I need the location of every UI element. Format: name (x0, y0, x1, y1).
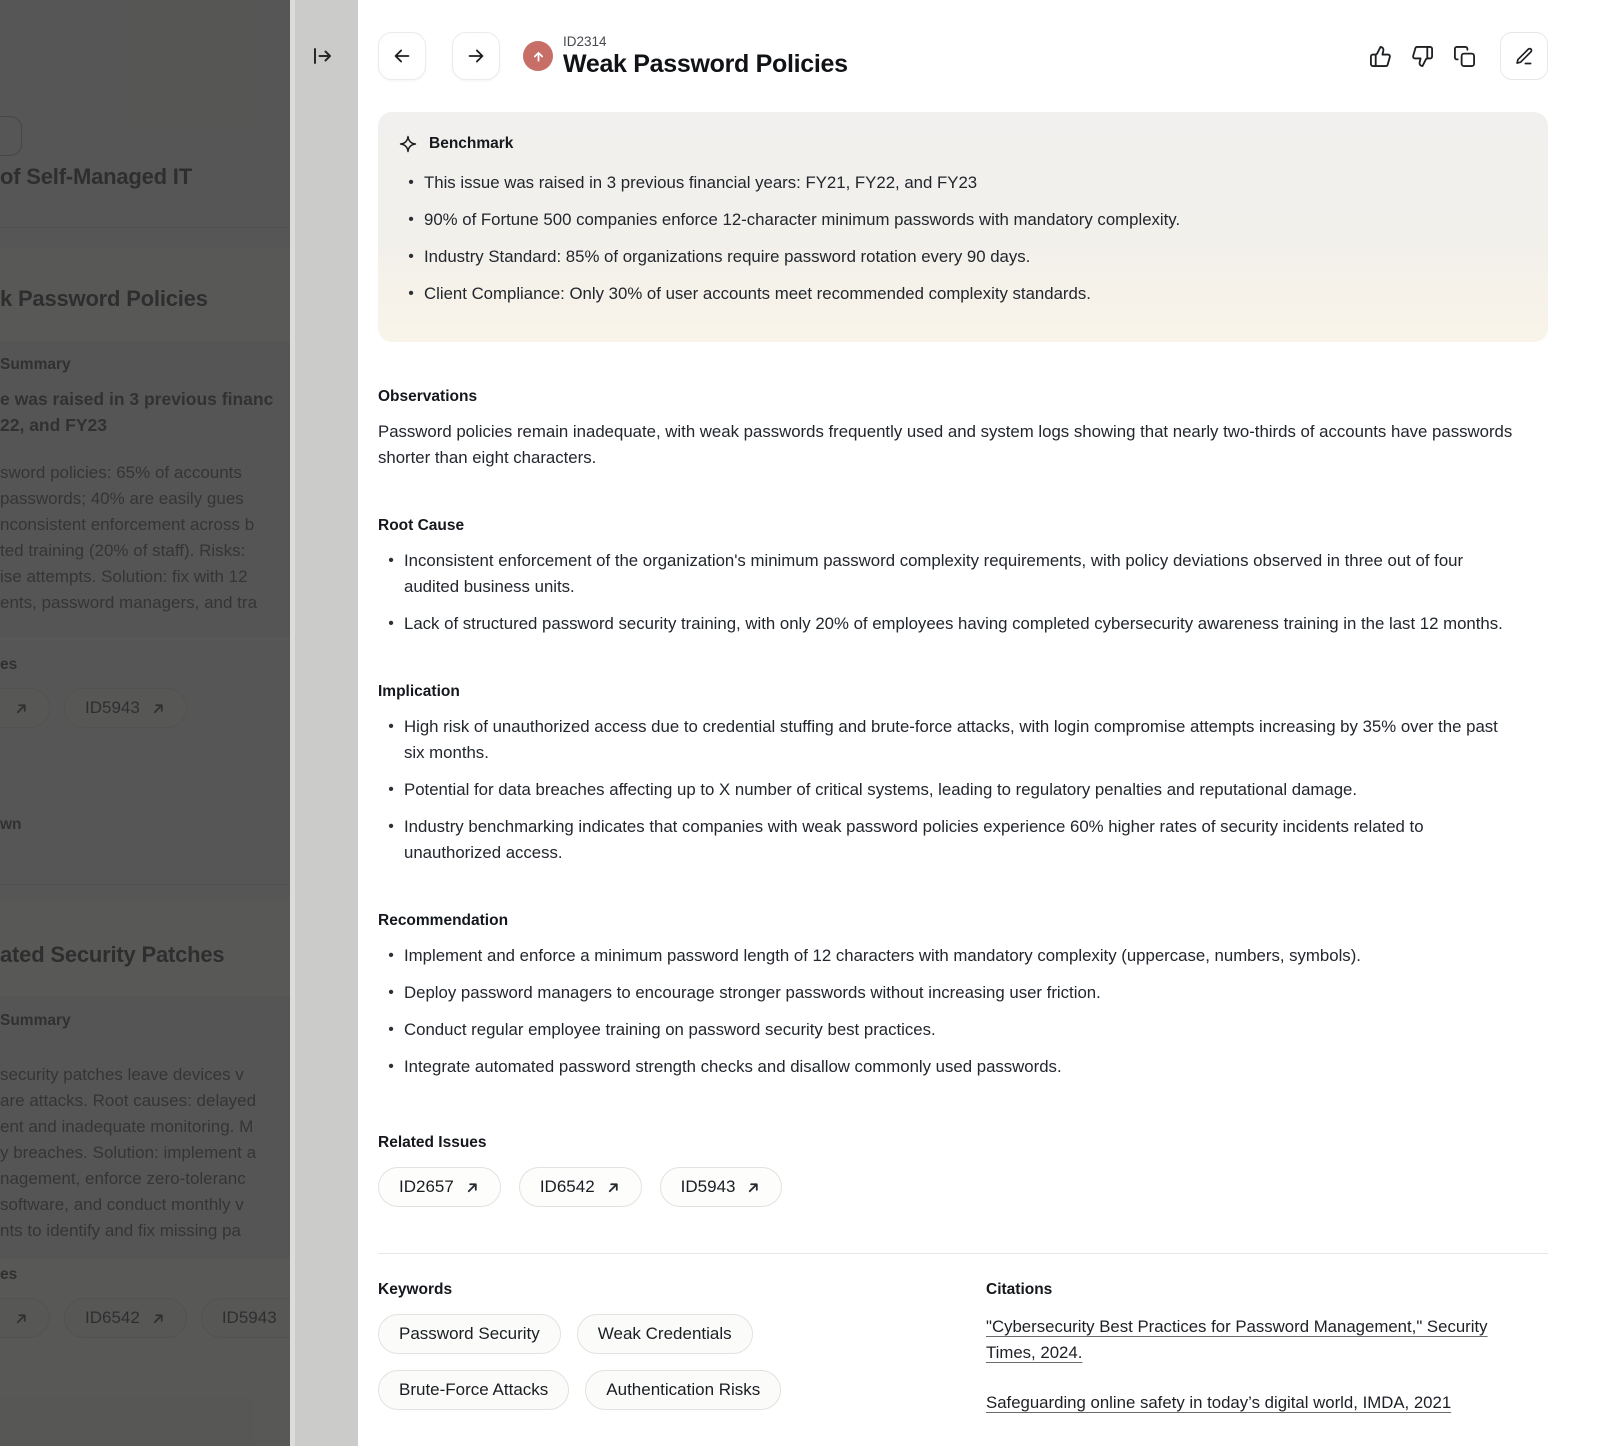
recommendation-list (378, 943, 1548, 1080)
recommendation-item-text: Integrate automated password strength checks and disallow commonly used passwords. (404, 1057, 1062, 1076)
recommendation-item-text: Conduct regular employee training on password security best practices. (404, 1020, 936, 1039)
bullet-dot: • (388, 1058, 394, 1075)
implication-item-text: Potential for data breaches affecting up to X number of critical systems, leading to regulatory penalties and reputational damage. (404, 780, 1358, 799)
bullet-dot: • (408, 285, 414, 302)
thumbs-down-icon (1411, 45, 1434, 68)
bullet-dot: • (388, 1021, 394, 1038)
keyword-chips (378, 1314, 848, 1410)
arrow-left-icon (391, 45, 413, 67)
section-root-cause (378, 517, 1548, 637)
issue-id: ID2314 (563, 33, 607, 49)
recommendation-item-text: Implement and enforce a minimum password length of 12 characters with mandatory complexity (uppercase, numbers, symbols). (404, 946, 1361, 965)
benchmark-list (398, 170, 1524, 307)
benchmark-item (398, 281, 1524, 307)
recommendation-item (378, 1054, 1548, 1080)
implication-list (378, 714, 1548, 866)
copy-button[interactable] (1450, 42, 1478, 70)
external-link-icon (606, 1180, 621, 1195)
citations-column (986, 1281, 1548, 1440)
benchmark-label: Benchmark (429, 135, 514, 152)
root-cause-item-text: Inconsistent enforcement of the organization's minimum password complexity requirements, with policy deviations observed in three out of four audited business units. (404, 551, 1464, 596)
implication-item (378, 814, 1548, 866)
implication-item (378, 777, 1548, 803)
bullet-dot: • (388, 615, 394, 632)
title-block (563, 34, 848, 79)
pencil-icon (1514, 46, 1535, 67)
section-label: Observations (378, 388, 478, 405)
observations-text: Password policies remain inadequate, with weak passwords frequently used and system logs showing that nearly two-thirds of accounts have passwords shorter than eight characters. (378, 422, 1513, 467)
external-link-icon (746, 1180, 761, 1195)
implication-item-text: High risk of unauthorized access due to credential stuffing and brute-force attacks, with login compromise attempts increasing by 35% over the past six months. (404, 717, 1498, 762)
forward-button[interactable] (452, 32, 500, 80)
benchmark-card (378, 112, 1548, 342)
keyword-chip[interactable]: Weak Credentials (577, 1314, 753, 1354)
root-cause-list (378, 548, 1548, 637)
citation-link[interactable]: "Cybersecurity Best Practices for Password Management," Security Times, 2024. (986, 1317, 1488, 1362)
bullet-dot: • (408, 248, 414, 265)
thumbs-up-button[interactable] (1366, 42, 1394, 70)
citation-link[interactable]: Safeguarding online safety in today’s digital world, IMDA, 2021 (986, 1393, 1452, 1412)
keywords-column (378, 1281, 986, 1440)
thumbs-up-icon (1369, 45, 1392, 68)
benchmark-item (398, 244, 1524, 270)
thumbs-down-button[interactable] (1408, 42, 1436, 70)
recommendation-item (378, 943, 1548, 969)
benchmark-item-text: This issue was raised in 3 previous financial years: FY21, FY22, and FY23 (424, 173, 978, 192)
keyword-chip[interactable]: Password Security (378, 1314, 561, 1354)
benchmark-item-text: Industry Standard: 85% of organizations require password rotation every 90 days. (424, 247, 1031, 266)
implication-item (378, 714, 1548, 766)
arrow-right-icon (465, 45, 487, 67)
external-link-icon (465, 1180, 480, 1195)
section-label: Recommendation (378, 912, 509, 929)
bullet-dot: • (408, 174, 414, 191)
arrow-up-icon (530, 48, 547, 65)
bullet-dot: • (388, 818, 394, 835)
severity-badge (523, 41, 553, 71)
panel-header (378, 32, 1548, 80)
citations-label: Citations (986, 1281, 1053, 1298)
bullet-dot: • (388, 947, 394, 964)
section-implication (378, 683, 1548, 866)
citation-links (986, 1314, 1548, 1416)
chip-label: ID5943 (680, 1177, 736, 1196)
page-title: Weak Password Policies (563, 49, 848, 78)
related-issue-chip[interactable] (378, 1167, 501, 1207)
root-cause-item (378, 548, 1548, 600)
expand-panel-button[interactable] (306, 40, 338, 72)
bullet-dot: • (388, 718, 394, 735)
root-cause-item-text: Lack of structured password security training, with only 20% of employees having completed cybersecurity awareness training in the last 12 months. (404, 614, 1503, 633)
bullet-dot: • (388, 984, 394, 1001)
bottom-columns (378, 1281, 1548, 1440)
recommendation-item (378, 1017, 1548, 1043)
collapse-right-icon (310, 44, 334, 68)
bullet-dot: • (388, 781, 394, 798)
benchmark-item (398, 207, 1524, 233)
implication-item-text: Industry benchmarking indicates that companies with weak password policies experience 60% higher rates of security incidents related to unauthorized access. (404, 817, 1424, 862)
sparkle-icon (398, 134, 418, 154)
keywords-label: Keywords (378, 1281, 453, 1298)
related-issue-chip[interactable] (660, 1167, 783, 1207)
divider (378, 1253, 1548, 1254)
chip-label: ID2657 (399, 1177, 454, 1196)
benchmark-item-text: Client Compliance: Only 30% of user accounts meet recommended complexity standards. (424, 284, 1091, 303)
keyword-chip[interactable]: Authentication Risks (585, 1370, 781, 1410)
recommendation-item (378, 980, 1548, 1006)
benchmark-header (398, 134, 1524, 154)
keyword-chip[interactable]: Brute-Force Attacks (378, 1370, 569, 1410)
back-button[interactable] (378, 32, 426, 80)
section-observations (378, 388, 1548, 471)
section-label: Root Cause (378, 517, 465, 534)
copy-icon (1453, 45, 1476, 68)
root-cause-item (378, 611, 1548, 637)
related-issues-label: Related Issues (378, 1134, 487, 1151)
related-issue-chip[interactable] (519, 1167, 642, 1207)
benchmark-item-text: 90% of Fortune 500 companies enforce 12-character minimum passwords with mandatory complexity. (424, 210, 1181, 229)
chip-label: ID6542 (539, 1177, 595, 1196)
bullet-dot: • (388, 552, 394, 569)
edit-button[interactable] (1500, 32, 1548, 80)
recommendation-item-text: Deploy password managers to encourage stronger passwords without increasing user friction. (404, 983, 1101, 1002)
section-label: Implication (378, 683, 460, 700)
issue-detail-panel (358, 0, 1600, 1446)
benchmark-item (398, 170, 1524, 196)
bullet-dot: • (408, 211, 414, 228)
drawer-edge-strip (290, 0, 358, 1446)
section-recommendation (378, 912, 1548, 1080)
header-actions (1352, 32, 1548, 80)
related-issue-chips (378, 1167, 1548, 1207)
